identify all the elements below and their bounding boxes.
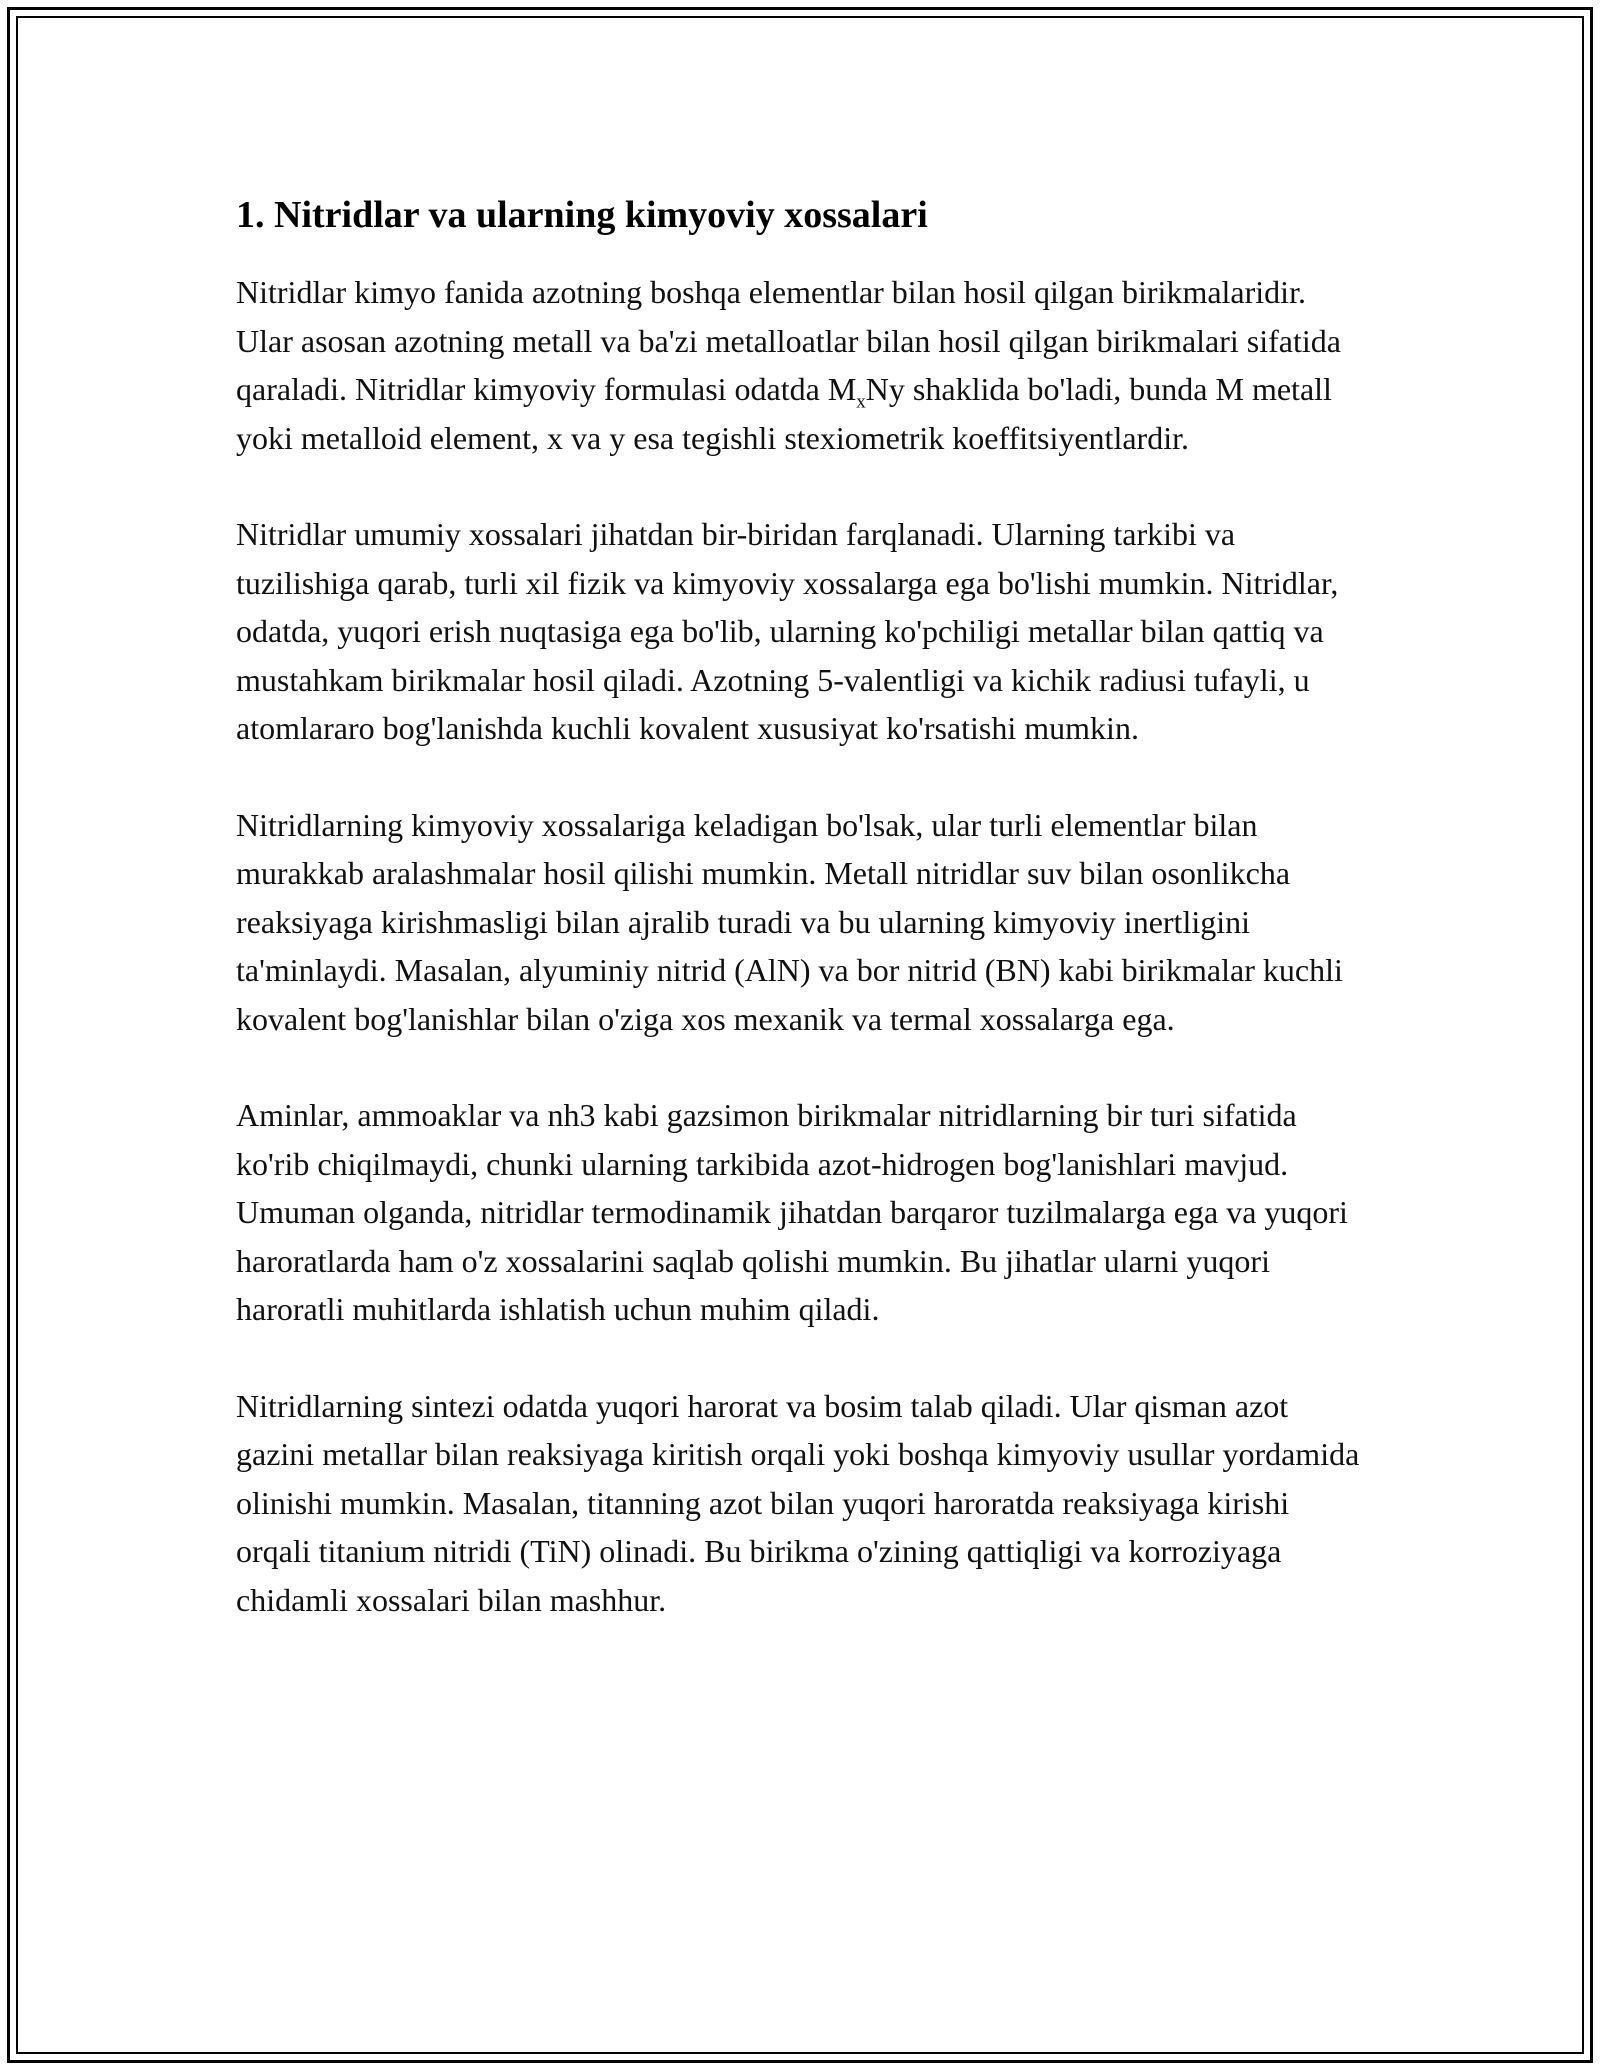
paragraph-4: Aminlar, ammoaklar va nh3 kabi gazsimon birikmalar nitridlarning bir turi sifatida ko'rib chiqilmaydi, chunki ularning tarkibida azot-hidrogen bog'lanishlari mavjud. Umuman olganda, nitridlar termodinamik jihatdan barqaror tuzilmalarga ega va yuqori haroratlarda ham o'z xossalarini saqlab qolishi mumkin. Bu jihatlar ularni yuqori haroratli muhitlarda ishlatish uchun muhim qiladi. bbox=[236, 1097, 1348, 1327]
paragraph-5: Nitridlarning sintezi odatda yuqori harorat va bosim talab qiladi. Ular qisman azot gazini metallar bilan reaksiyaga kiritish orqali yoki boshqa kimyoviy usullar yordamida olinishi mumkin. Masalan, titanning azot bilan yuqori haroratda reaksiyaga kirishi orqali titanium nitridi (TiN) olinadi. Bu birikma o'zining qattiqligi va korroziyaga chidamli xossalari bilan mashhur. bbox=[236, 1387, 1360, 1618]
paragraph-1-text-a: Nitridlar kimyo fanida azotning boshqa elementlar bilan hosil qilgan birikmalaridir. Ular asosan azotning metall va ba'zi metalloatlar bilan hosil qilgan birikmalari sifatida qaraladi. Nitridlar kimyoviy formulasi odatda bbox=[236, 274, 1341, 407]
paragraph-2: Nitridlar umumiy xossalari jihatdan bir-biridan farqlanadi. Ularning tarkibi va tuzilishiga qarab, turli xil fizik va kimyoviy xossalarga ega bo'lishi mumkin. Nitridlar, odatda, yuqori erish nuqtasiga ega bo'lib, ularning ko'pchiligi metallar bilan qattiq va mustahkam birikmalar hosil qiladi. Azotning 5-valentligi va kichik radiusi tufayli, u atomlararo bog'lanishda kuchli kovalent xususiyat ko'rsatishi mumkin. bbox=[236, 516, 1339, 746]
section-heading: 1. Nitridlar va ularning kimyoviy xossalari bbox=[236, 194, 928, 236]
document-body bbox=[236, 190, 1366, 1672]
paragraph-3: Nitridlarning kimyoviy xossalariga keladigan bo'lsak, ular turli elementlar bilan murakkab aralashmalar hosil qilishi mumkin. Metall nitridlar suv bilan osonlikcha reaksiyaga kirishmasligi bilan ajralib turadi va bu ularning kimyoviy inertligini ta'minlaydi. Masalan, alyuminiy nitrid (AlN) va bor nitrid (BN) kabi birikmalar kuchli kovalent bog'lanishlar bilan o'ziga xos mexanik va termal xossalarga ega. bbox=[236, 806, 1343, 1037]
formula-m: M bbox=[827, 371, 857, 407]
paragraph-1 bbox=[236, 268, 1366, 462]
paragraph-1-text-b: Ny shaklida bo'ladi, bunda M metall yoki metalloid element, x va y esa tegishli stexiometrik koeffitsiyentlardir. bbox=[236, 371, 1332, 456]
formula-subscript: x bbox=[856, 391, 866, 413]
